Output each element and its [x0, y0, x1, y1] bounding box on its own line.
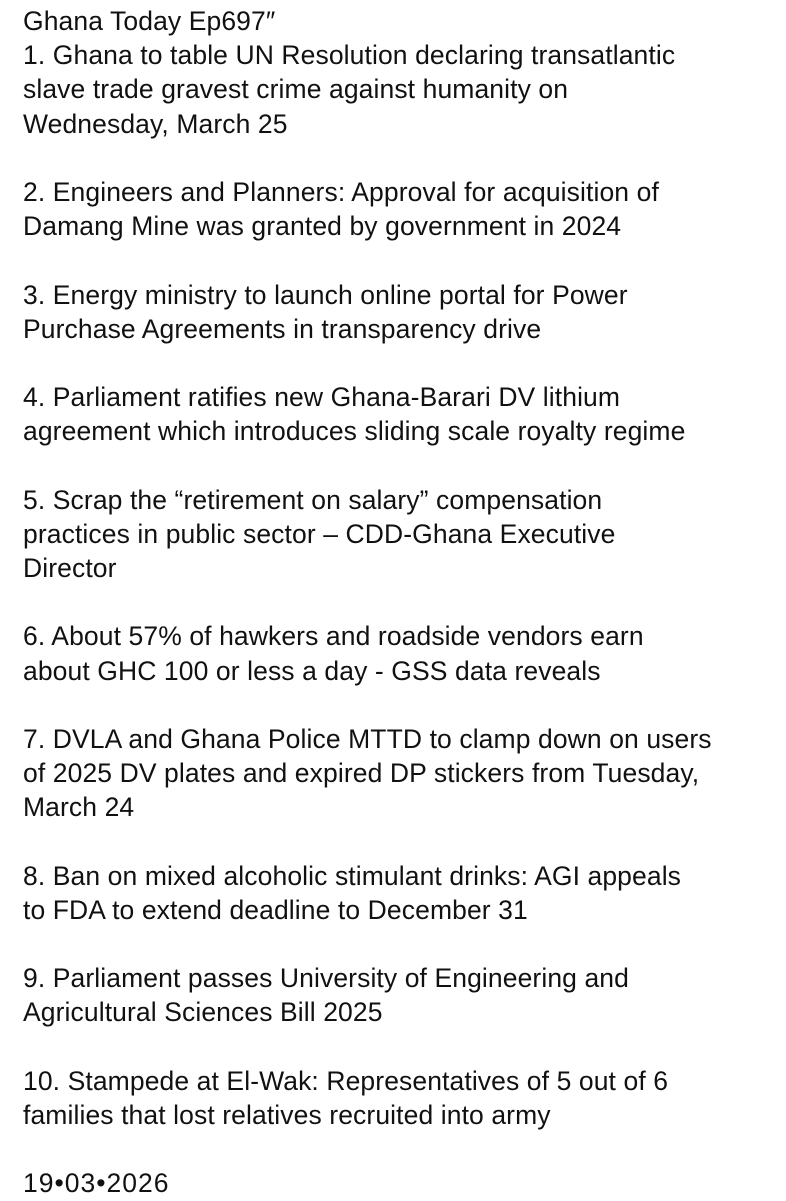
news-item-9 — [23, 961, 779, 1029]
news-item-8 — [23, 859, 779, 927]
news-item-2-line-2: Damang Mine was granted by government in 2024 — [23, 211, 622, 242]
news-item-10-line-2: families that lost relatives recruited into army — [23, 1100, 551, 1130]
note-title: Ghana Today Ep697″ — [23, 6, 276, 36]
news-item-9-line-1: 9. Parliament passes University of Engineering and — [23, 963, 629, 994]
news-item-7-line-2: of 2025 DV plates and expired DP stickers from Tuesday, — [23, 758, 700, 789]
paragraph-gap — [23, 141, 779, 175]
news-item-1-line-1: 1. Ghana to table UN Resolution declaring transatlantic — [23, 40, 676, 71]
paragraph-gap — [23, 927, 779, 961]
paragraph-gap — [23, 346, 779, 380]
news-item-7-line-1: 7. DVLA and Ghana Police MTTD to clamp down on users — [23, 723, 712, 754]
news-item-1 — [23, 38, 779, 141]
news-item-4 — [23, 380, 779, 448]
paragraph-gap — [23, 448, 779, 482]
news-item-8-line-2: to FDA to extend deadline to December 31 — [23, 894, 528, 925]
news-item-6-line-2: about GHC 100 or less a day - GSS data reveals — [23, 655, 601, 686]
news-item-4-line-2: agreement which introduces sliding scale royalty regime — [23, 416, 686, 447]
news-item-2 — [23, 175, 779, 243]
news-item-5-line-2: practices in public sector – CDD-Ghana Executive — [23, 518, 616, 549]
news-item-6 — [23, 619, 779, 687]
news-item-5 — [23, 483, 779, 586]
paragraph-gap — [23, 243, 779, 277]
news-item-5-line-3: Director — [23, 553, 117, 583]
news-item-8-line-1: 8. Ban on mixed alcoholic stimulant drinks: AGI appeals — [23, 860, 682, 891]
news-item-3 — [23, 278, 779, 346]
paragraph-gap — [23, 825, 779, 859]
news-item-3-line-1: 3. Energy ministry to launch online portal for Power — [23, 279, 628, 310]
paragraph-gap — [23, 1030, 779, 1064]
news-item-5-line-1: 5. Scrap the “retirement on salary” compensation — [23, 484, 603, 515]
news-item-7 — [23, 722, 779, 825]
news-item-7-line-3: March 24 — [23, 792, 135, 823]
note-body — [23, 0, 779, 1201]
paragraph-gap — [23, 1132, 779, 1166]
note-date: 19•03•2026 — [23, 1168, 170, 1199]
news-item-1-line-2: slave trade gravest crime against humanity on — [23, 74, 569, 105]
news-item-3-line-2: Purchase Agreements in transparency drive — [23, 313, 542, 344]
news-item-10 — [23, 1064, 779, 1132]
paragraph-gap — [23, 688, 779, 722]
paragraph-gap — [23, 585, 779, 619]
news-item-9-line-2: Agricultural Sciences Bill 2025 — [23, 997, 383, 1028]
news-item-10-line-1: 10. Stampede at El-Wak: Representatives of 5 out of 6 — [23, 1065, 669, 1096]
news-item-4-line-1: 4. Parliament ratifies new Ghana-Barari DV lithium — [23, 382, 621, 413]
news-item-6-line-1: 6. About 57% of hawkers and roadside vendors earn — [23, 621, 644, 652]
news-item-1-line-3: Wednesday, March 25 — [23, 108, 288, 139]
news-item-2-line-1: 2. Engineers and Planners: Approval for acquisition of — [23, 176, 659, 207]
